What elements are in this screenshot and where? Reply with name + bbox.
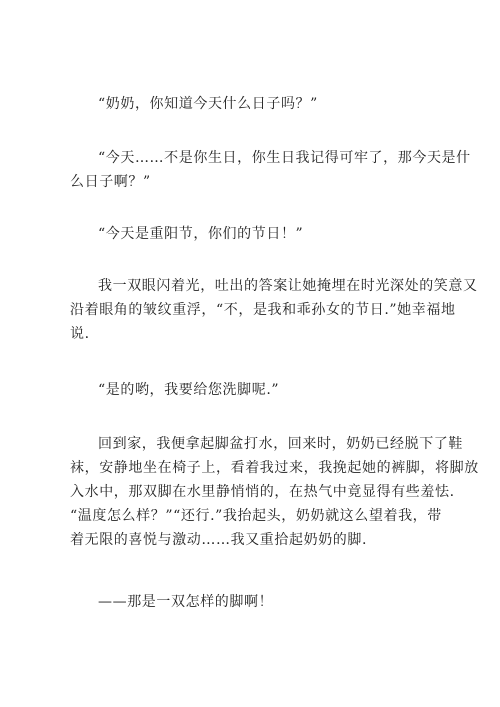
text-line: 沿着眼角的皱纹重浮，“不，是我和乖孙女的节日.”她幸福地 xyxy=(70,302,456,318)
text-line: 袜，安静地坐在椅子上，看着我过来，我挽起她的裤脚，将脚放 xyxy=(70,460,479,476)
text-line: 我一双眼闪着光，吐出的答案让她掩埋在时光深处的笑意又 xyxy=(98,278,478,294)
text-line: 说. xyxy=(70,326,90,342)
paragraph-grandma-reply xyxy=(70,146,471,194)
text-line: 回到家，我便拿起脚盆打水，回来时，奶奶已经脱下了鞋 xyxy=(98,436,463,452)
paragraph-chongyang xyxy=(70,222,450,246)
text-line: “奶奶，你知道今天什么日子吗？” xyxy=(98,96,318,112)
text-line: 入水中，那双脚在水里静悄悄的，在热气中竟显得有些羞怯. xyxy=(70,484,455,500)
text-line: “是的哟，我要给您洗脚呢.” xyxy=(98,382,280,398)
text-line: ——那是一双怎样的脚啊！ xyxy=(98,594,274,610)
paragraph-closing xyxy=(70,590,450,614)
paragraph-wash-feet xyxy=(70,378,450,402)
paragraph-home xyxy=(70,432,479,552)
text-line: 么日子啊？” xyxy=(70,174,151,190)
paragraph-narration xyxy=(70,274,478,346)
text-line: “温度怎么样？”“还行.”我抬起头，奶奶就这么望着我，带 xyxy=(70,508,442,524)
text-line: 着无限的喜悦与激动……我又重拾起奶奶的脚. xyxy=(70,532,368,548)
text-line: “今天……不是你生日，你生日我记得可牢了，那今天是什 xyxy=(98,150,471,166)
text-line: “今天是重阳节，你们的节日！” xyxy=(98,226,304,242)
paragraph-question xyxy=(70,92,450,116)
